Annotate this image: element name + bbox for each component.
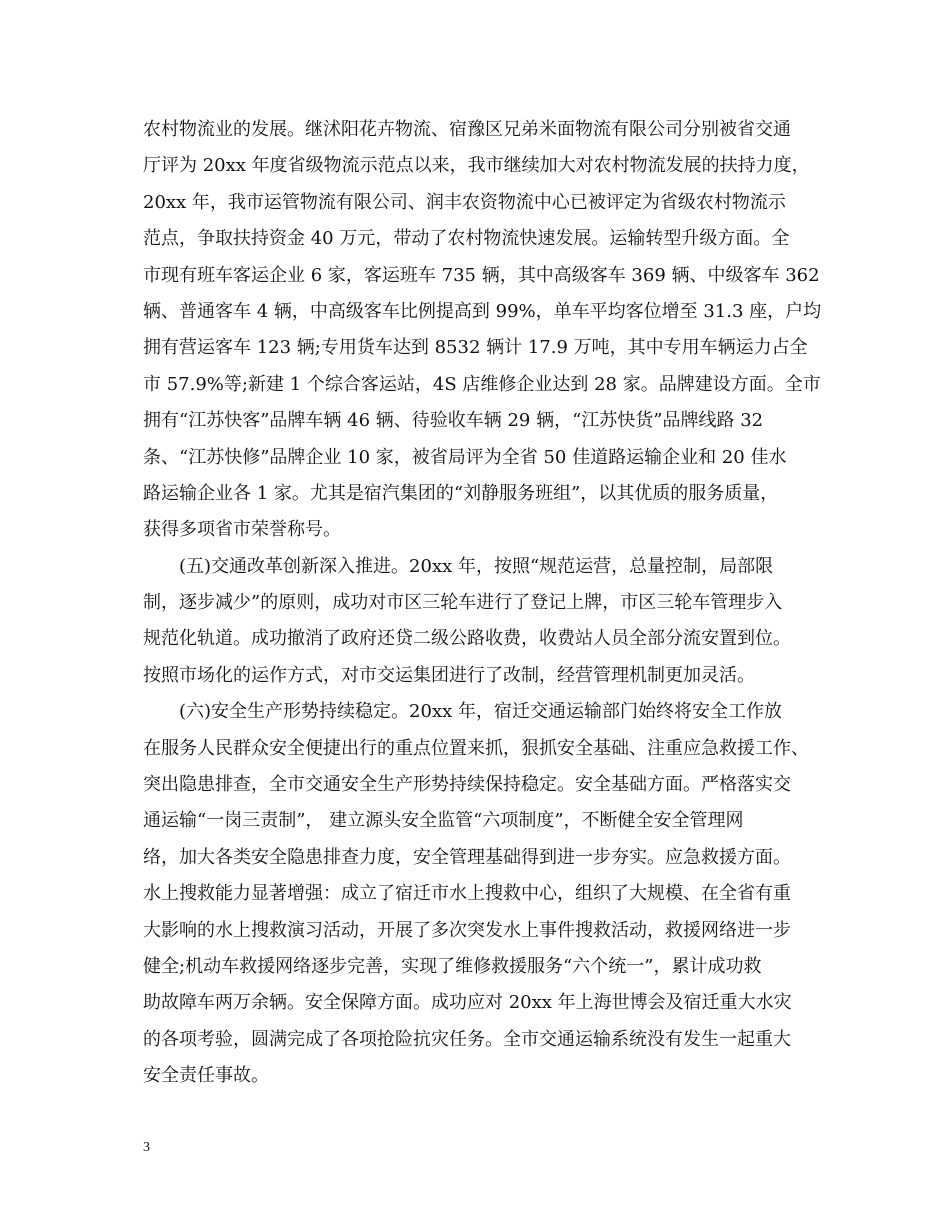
text-line: 市现有班车客运企业 6 家，客运班车 735 辆，其中高级客车 369 辆、中级客车 362 [143,264,820,286]
text-line: 厅评为 20xx 年度省级物流示范点以来，我市继续加大对农村物流发展的扶持力度， [143,155,810,177]
text-line: 络，加大各类安全隐患排查力度，安全管理基础得到进一步夯实。应急救援方面。 [143,846,791,868]
text-line: 制，逐步减少”的原则，成功对市区三轮车进行了登记上牌，市区三轮车管理步入 [143,592,783,614]
paragraph-start-line: (六)安全生产形势持续稳定。20xx 年，宿迁交通运输部门始终将安全工作放 [179,701,782,723]
text-line: 路运输企业各 1 家。尤其是宿汽集团的“刘静服务班组”，以其优质的服务质量， [143,482,779,504]
text-line: 20xx 年，我市运管物流有限公司、润丰农资物流中心已被评定为省级农村物流示 [143,191,786,213]
body-text [143,112,823,1095]
text-line: 按照市场化的运作方式，对市交运集团进行了改制，经营管理机制更加灵活。 [143,664,755,686]
text-line: 在服务人民群众安全便捷出行的重点位置来抓，狠抓安全基础、注重应急救援工作、 [143,737,809,759]
paragraph-start-line: (五)交通改革创新深入推进。20xx 年，按照“规范运营，总量控制，局部限 [179,555,774,577]
page-number: 3 [143,1140,150,1155]
text-line: 助故障车两万余辆。安全保障方面。成功应对 20xx 年上海世博会及宿迁重大水灾 [143,992,792,1014]
text-line: 大影响的水上搜救演习活动，开展了多次突发水上事件搜救活动，救援网络进一步 [143,919,791,941]
text-line: 突出隐患排查，全市交通安全生产形势持续保持稳定。安全基础方面。严格落实交 [143,774,791,796]
text-line: 拥有“江苏快客”品牌车辆 46 辆、待验收车辆 29 辆，“江苏快货”品牌线路 32 [143,410,764,432]
text-line: 范点，争取扶持资金 40 万元，带动了农村物流快速发展。运输转型升级方面。全 [143,228,790,250]
text-line: 条、“江苏快修”品牌企业 10 家，被省局评为全省 50 佳道路运输企业和 20 佳水 [143,446,787,468]
text-line: 农村物流业的发展。继沭阳花卉物流、宿豫区兄弟米面物流有限公司分别被省交通 [143,119,791,140]
text-line: 市 57.9%等;新建 1 个综合客运站，4S 店维修企业达到 28 家。品牌建设方面。全市 [143,373,821,395]
text-line: 辆、普通客车 4 辆，中高级客车比例提高到 99%，单车平均客位增至 31.3 座，户均 [143,300,822,322]
text-line: 水上搜救能力显著增强：成立了宿迁市水上搜救中心，组织了大规模、在全省有重 [143,883,791,905]
text-line: 拥有营运客车 123 辆;专用货车达到 8532 辆计 17.9 万吨，其中专用车辆运力占全 [143,337,808,359]
text-line: 健全;机动车救援网络逐步完善，实现了维修救援服务“六个统一”，累计成功救 [143,955,762,977]
text-line: 通运输“一岗三责制”， 建立源头安全监管“六项制度”，不断健全安全管理网 [143,810,744,832]
text-line: 的各项考验，圆满完成了各项抢险抗灾任务。全市交通运输系统没有发生一起重大 [143,1028,791,1050]
text-line: 规范化轨道。成功撤消了政府还贷二级公路收费，收费站人员全部分流安置到位。 [143,628,791,650]
text-line: 获得多项省市荣誉称号。 [143,519,341,541]
text-line: 安全责任事故。 [143,1065,269,1087]
